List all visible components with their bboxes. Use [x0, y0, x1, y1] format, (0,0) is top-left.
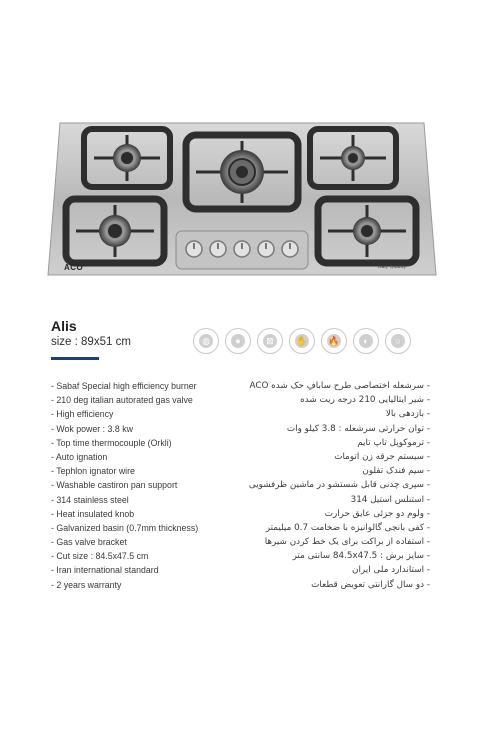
spec-item: - Auto ignation: [51, 451, 108, 462]
spec-item-fa: - ولوم دو جزئی عایق حرارت: [324, 508, 430, 519]
spec-list-persian: [249, 379, 430, 592]
accent-underline: [51, 357, 99, 360]
spec-item-fa: - استاندارد ملی ایران: [352, 565, 430, 576]
spec-item-fa: - شیر ایتالیایی 210 درجه ریت شده: [300, 395, 430, 406]
knob-icon: ◐: [353, 328, 379, 354]
spec-item-fa: - ترموکوپل تاپ تایم: [357, 437, 430, 448]
spec-item-fa: - سپری چدنی قابل شستشو در ماشین ظرفشویی: [248, 480, 430, 491]
hob-quality-tag: Italy Quality: [378, 265, 407, 270]
pan-support-icon: ⊠: [257, 328, 283, 354]
gas-hob-image: [46, 119, 438, 281]
spec-item: - Gas valve bracket: [51, 537, 127, 548]
spec-item: - 314 stainless steel: [51, 494, 129, 505]
spec-item: - Washable castiron pan support: [51, 480, 178, 491]
spec-item-fa: - سرشعله اختصاصی طرح سابافِ حک شده ACO: [249, 381, 430, 391]
control-knobs-panel: [176, 231, 308, 269]
spec-item: - Iran international standard: [51, 565, 159, 576]
hob-badge-icon: ◍: [193, 328, 219, 354]
flame-icon: 🔥: [321, 328, 347, 354]
spec-item-fa: - استفاده از براکت برای یک خط کردن شیرها: [264, 537, 430, 548]
spec-item-fa: - سیم فندک تفلون: [362, 466, 430, 477]
spec-item-fa: - سایز برش : 84.5x47.5 سانتی متر: [292, 551, 430, 562]
brand-logo: ACO: [64, 263, 84, 272]
spec-item: - Sabaf Special high efficiency burner: [51, 381, 197, 391]
spec-item-fa: - بازدهی بالا: [385, 409, 430, 420]
spec-list-english: [51, 379, 198, 592]
burner-cap-icon: ●: [225, 328, 251, 354]
spec-item-fa: - دو سال گارانتی تعویض قطعات: [311, 579, 430, 590]
spec-item: - High efficiency: [51, 409, 114, 420]
spec-item: - Cut size : 84.5x47.5 cm: [51, 551, 149, 562]
ring-icon: ○: [385, 328, 411, 354]
spec-item-fa: - استنلس استیل 314: [350, 494, 430, 505]
spec-item-fa: - سیستم جرقه زن اتومات: [334, 451, 430, 462]
feature-icons-row: [193, 328, 411, 354]
spec-item: - 210 deg italian autorated gas valve: [51, 395, 193, 406]
spec-item: - Tephlon ignator wire: [51, 466, 135, 477]
model-name: Alis: [51, 318, 77, 334]
spec-item: - Top time thermocouple (Orkli): [51, 437, 172, 448]
spec-item-fa: - کفی بانجی گالوانیزه با ضخامت 0.7 میلیمتر: [265, 522, 430, 533]
hand-touch-icon: ✋: [289, 328, 315, 354]
spec-item-fa: - توان حرارتی سرشعله : 3.8 کیلو وات: [286, 423, 430, 434]
spec-item: - 2 years warranty: [51, 579, 122, 590]
spec-item: - Galvanized basin (0.7mm thickness): [51, 522, 199, 533]
spec-item: - Wok power : 3.8 kw: [51, 423, 133, 434]
spec-item: - Heat insulated knob: [51, 508, 135, 519]
model-size: size : 89x51 cm: [51, 336, 131, 348]
